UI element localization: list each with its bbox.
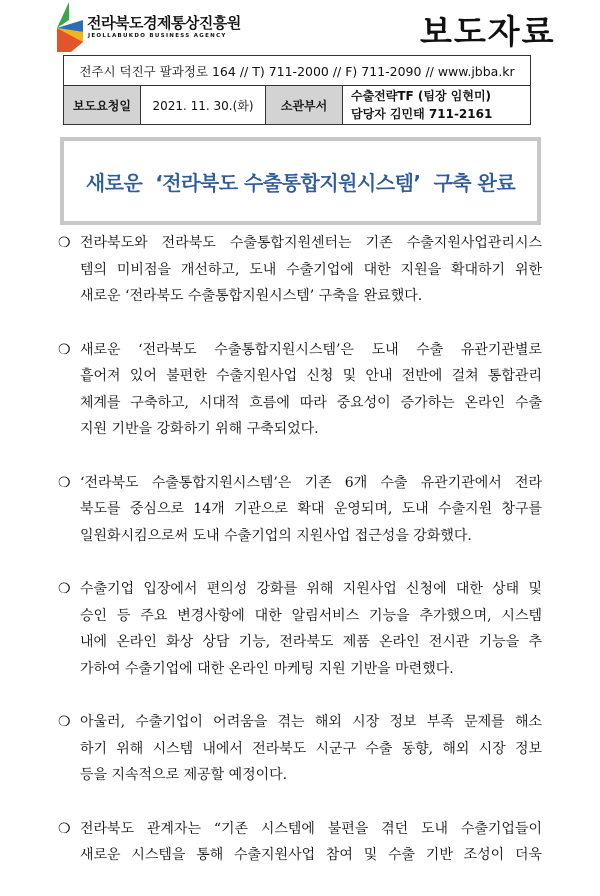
- paragraph-line: 전라북도 관계자는 “기존 시스템에 불편을 겪던 도내 수출기업들이: [80, 820, 542, 837]
- dept-team: 수출전략TF (팀장 임현미): [351, 89, 492, 103]
- date-value: 2021. 11. 30.(화): [141, 86, 266, 125]
- date-label: 보도요청일: [64, 86, 141, 125]
- paragraph-line: 수출기업 입장에서 편의성 강화를 위해 지원사업 신청에 대한 상태 및: [80, 581, 542, 597]
- bullet-circle-icon: ❍: [58, 581, 71, 597]
- paragraph-line: 새로운 ‘전라북도 수출통합지원시스템’은 도내 수출 유관기관별로: [80, 341, 542, 358]
- paragraph: [58, 709, 542, 789]
- contact-address: 전주시 덕진구 팔과정로 164 // T) 711-2000 // F) 711-2090 // www.jbba.kr: [64, 56, 531, 86]
- paragraph: [58, 337, 542, 443]
- article-body: [58, 230, 542, 896]
- bullet-circle-icon: ❍: [58, 474, 71, 491]
- paragraph-line: 흩어져 있어 불편한 수출지원사업 신청 및 안내 전반에 걸쳐 통합관리: [80, 368, 542, 384]
- paragraph-line: 새로운 ‘전라북도 수출통합지원시스템’ 구축을 완료했다.: [80, 288, 423, 304]
- paragraph-line: 북도를 중심으로 14개 기관으로 확대 운영되며, 도내 수출지원 창구를: [80, 501, 542, 517]
- paragraph-line: ‘전라북도 수출통합지원시스템’은 기존 6개 수출 유관기관에서 전라: [80, 474, 542, 491]
- paragraph: [58, 230, 542, 310]
- paragraph-line: 새로운 시스템을 통해 수출지원사업 참여 및 수출 기반 조성이 더욱: [80, 847, 542, 863]
- org-name-en: JEOLLABUKDO BUSINESS AGENCY: [88, 33, 227, 39]
- document-type: 보도자료: [420, 12, 556, 51]
- paragraph: [58, 470, 542, 550]
- headline-box: [60, 137, 541, 225]
- info-table: [63, 55, 531, 125]
- dept-contact: 담당자 김민태 711-2161: [351, 107, 493, 121]
- paragraph: [58, 816, 542, 869]
- dept-value: [343, 86, 531, 125]
- bullet-circle-icon: ❍: [58, 341, 71, 358]
- paragraph-line: 승인 등 주요 변경사항에 대한 알림서비스 기능을 추가했으며, 시스템: [80, 607, 542, 624]
- logo-mark-icon: [57, 2, 83, 52]
- paragraph-line: 내에 온라인 화상 상담 기능, 전라북도 제품 온라인 전시관 기능을 추: [80, 634, 542, 650]
- paragraph-line: 아울러, 수출기업이 어려움을 겪는 해외 시장 정보 부족 문제를 해소: [80, 714, 542, 730]
- paragraph-line: 등을 지속적으로 제공할 예정이다.: [80, 767, 288, 783]
- paragraph-line: 템의 미비점을 개선하고, 도내 수출기업에 대한 지원을 확대하기 위한: [80, 261, 542, 278]
- paragraph-line: 체계를 구축하고, 시대적 흐름에 따라 중요성이 증가하는 온라인 수출: [80, 394, 542, 411]
- org-name-ko: 전라북도경제통상진흥원: [87, 14, 241, 32]
- bullet-circle-icon: ❍: [58, 235, 71, 251]
- bullet-circle-icon: ❍: [58, 820, 71, 837]
- paragraph-line: 가하여 수출기업에 대한 온라인 마케팅 지원 기반을 마련했다.: [80, 660, 454, 677]
- headline: 새로운 ‘전라북도 수출통합지원시스템’ 구축 완료: [85, 170, 516, 195]
- dept-label: 소관부서: [266, 86, 343, 125]
- bullet-circle-icon: ❍: [58, 714, 71, 730]
- paragraph-line: 전라북도와 전라북도 수출통합지원센터는 기존 수출지원사업관리시스: [80, 235, 542, 251]
- agency-logo: [57, 2, 257, 52]
- paragraph-line: 하기 위해 시스템 내에서 전라북도 시군구 수출 동향, 해외 시장 정보: [80, 740, 542, 757]
- paragraph: [58, 576, 542, 682]
- paragraph-line: 일원화시킴으로써 도내 수출기업의 지원사업 접근성을 강화했다.: [80, 527, 472, 544]
- paragraph-line: 지원 기반을 강화하기 위해 구축되었다.: [80, 421, 319, 437]
